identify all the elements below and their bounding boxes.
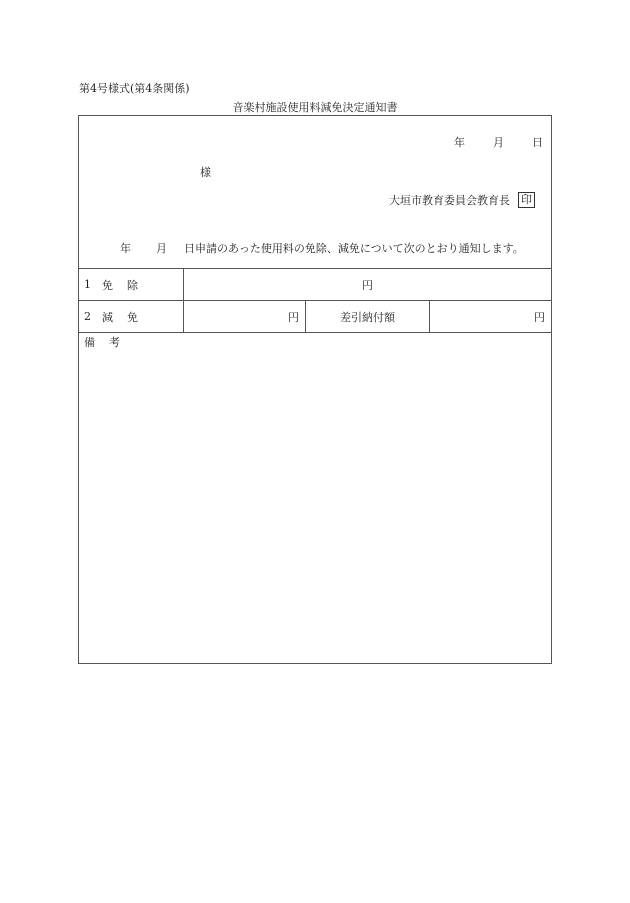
reduction-amount-unit: 円 [288, 310, 299, 324]
reduction-row [79, 300, 551, 332]
difference-label-text: 差引納付額 [340, 310, 395, 324]
remarks-label-a: 備 [84, 336, 95, 349]
reduction-number: 2 [84, 310, 91, 323]
remarks-row[interactable] [79, 332, 551, 665]
exemption-label [79, 269, 184, 300]
reduction-label-a: 減 [102, 310, 113, 324]
difference-amount-field[interactable] [430, 301, 551, 332]
difference-amount-unit: 円 [534, 310, 545, 324]
reduction-label [79, 301, 184, 332]
exemption-label-b: 除 [127, 278, 138, 292]
difference-label [306, 301, 430, 332]
exemption-amount-unit: 円 [362, 278, 373, 292]
exemption-label-a: 免 [102, 278, 113, 292]
issuer-name: 大垣市教育委員会教育長 [389, 194, 510, 207]
reduction-amount-field[interactable] [184, 301, 306, 332]
date-day: 日 [532, 136, 543, 149]
exemption-amount-field[interactable] [184, 269, 551, 300]
remarks-label [84, 334, 120, 350]
recipient-suffix: 様 [200, 166, 211, 179]
form-box [78, 115, 552, 664]
document-title: 音楽村施設使用料減免決定通知書 [232, 101, 398, 114]
date-year: 年 [454, 136, 465, 149]
notice-body: 日申請のあった使用料の免除、減免について次のとおり通知します。 [184, 242, 524, 255]
issuer-line [389, 192, 535, 208]
date-month: 月 [493, 136, 504, 149]
date-line [454, 134, 543, 150]
notice-text [120, 240, 524, 256]
reduction-label-b: 免 [127, 310, 138, 324]
notice-year: 年 [120, 242, 131, 255]
remarks-label-b: 考 [109, 336, 120, 349]
exemption-number: 1 [84, 278, 91, 291]
seal-mark: 印 [518, 192, 535, 208]
exemption-row [79, 268, 551, 300]
form-number: 第4号様式(第4条関係) [79, 82, 190, 95]
notice-month: 月 [156, 242, 167, 255]
